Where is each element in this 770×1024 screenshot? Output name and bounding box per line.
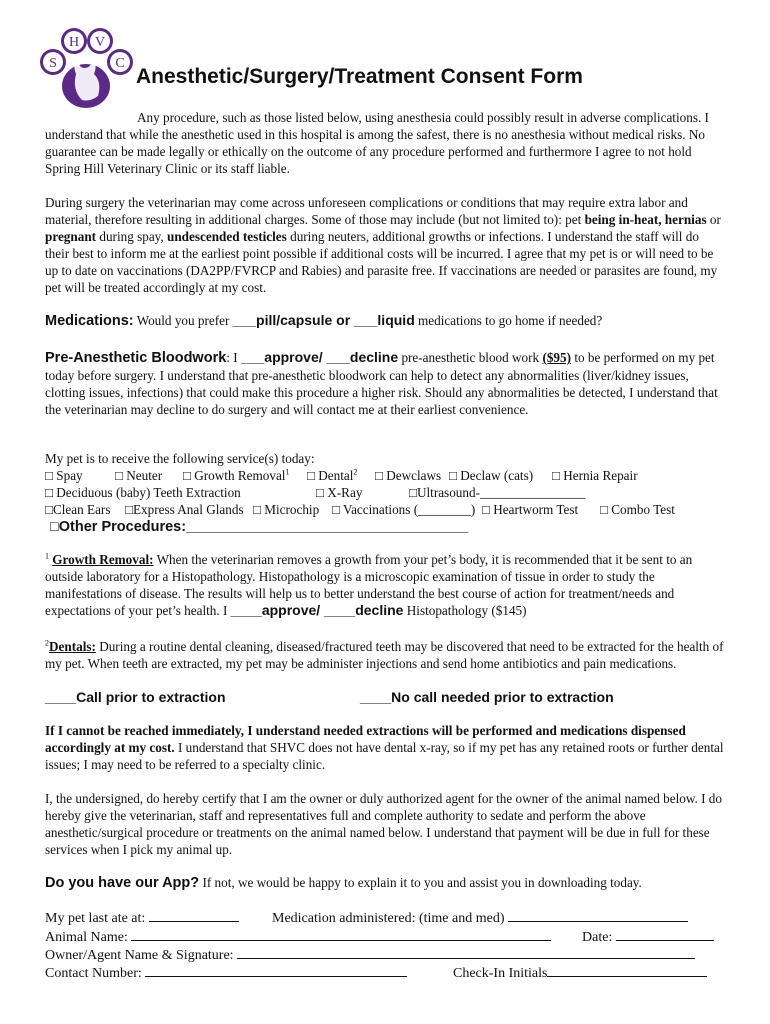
checkbox-combo-test[interactable]: □ Combo Test	[600, 502, 675, 517]
footnote-mark: 2	[353, 467, 358, 477]
text: Histopathology ($145)	[403, 603, 527, 618]
bloodwork-choice[interactable]: ___approve/ ___decline	[240, 349, 399, 365]
logo-letter-s: S	[49, 56, 57, 71]
text: during spay,	[96, 229, 167, 244]
contact-line[interactable]	[145, 964, 407, 977]
text: When the veterinarian removes a growth from your pet’s body, it is recommended that it be sent to an outside laboratory for a Histopathology. Histopathology is a microscopic examination of tissue in order to study the manifestations of disease. The results will help us to better understand the best course of action for treatment/needs and expectations of your pet’s health. I	[45, 552, 693, 618]
services-intro: My pet is to receive the following service(s) today:	[45, 451, 315, 466]
shvc-logo	[38, 24, 134, 116]
checkbox-clean-ears[interactable]: □Clean Ears	[45, 502, 111, 517]
medication-form-choice[interactable]: ___pill/capsule or ___liquid	[232, 312, 415, 328]
checkbox-xray[interactable]: □ X-Ray	[316, 485, 363, 500]
checkbox-growth-removal[interactable]	[183, 467, 289, 484]
logo-letter-v: V	[94, 35, 106, 50]
growth-removal-heading: Growth Removal:	[52, 552, 154, 567]
app-heading: Do you have our App?	[45, 875, 200, 891]
bold-text: undescended testicles	[167, 229, 287, 244]
footnote-mark: 1	[285, 467, 290, 477]
footnote-mark: 2	[45, 638, 49, 648]
checkbox-deciduous-extraction[interactable]: □ Deciduous (baby) Teeth Extraction	[45, 485, 241, 500]
footnote-mark: 1	[45, 551, 49, 561]
contact-number-field[interactable]	[45, 964, 407, 982]
last-ate-label: My pet last ate at:	[45, 911, 146, 926]
text: or	[706, 212, 721, 227]
text: Would you prefer	[136, 313, 233, 328]
text: to be performed on my pet today before surgery. I understand that pre-anesthetic bloodwork can help to detect any abnormalities (liver/kidney issues, clotting issues, infections) that could make this procedure a higher risk. Should any abnormalities be detected, I understand that the veterinarian may decline to do surgery and will contact me at their earliest convenience.	[45, 350, 718, 417]
bloodwork-section	[45, 349, 725, 418]
checkbox-ultrasound[interactable]: □Ultrasound-________________	[409, 485, 586, 500]
checkbox-vaccinations[interactable]: □ Vaccinations (________)	[332, 502, 476, 517]
intro-paragraph: Any procedure, such as those listed below, using anesthesia could possibly result in adverse complications. I understand that while the anesthetic used in this hospital is among the safest, there is no anesthesia without medical risks. No guarantee can be made legally or ethically on the outcome of any procedure performed and furthermore I agree to not hold Spring Hill Veterinary Clinic or its staff liable.	[45, 110, 709, 176]
checkbox-declaw[interactable]: □ Declaw (cats)	[449, 468, 534, 483]
histopathology-choice[interactable]: ____approve/ ____decline	[230, 602, 404, 618]
call-prior-option[interactable]: ____Call prior to extraction	[45, 689, 226, 705]
text: during neuters, additional growths or infections. I understand the staff will do their best to inform me at the earliest point possible if additional costs will be incurred. I agree that my pet is or will need to be up to date on vaccinations (DA2PP/FVRCP and Rabies) and parasite free. If vaccinations are needed or parasites are found, my pet will be treated accordingly at my cost.	[45, 229, 718, 295]
checkbox-neuter[interactable]: □ Neuter	[115, 468, 163, 483]
other-procedures-label: □Other Procedures:___________________________________	[50, 519, 469, 535]
no-call-option[interactable]: ____No call needed prior to extraction	[360, 689, 614, 705]
medication-line[interactable]	[508, 909, 688, 922]
complications-paragraph	[45, 194, 725, 296]
growth-removal-section	[45, 551, 725, 619]
text: I understand that SHVC does not have dental x-ray, so if my pet has any retained roots or further dental issues; I may need to be referred to a specialty clinic.	[45, 740, 724, 772]
owner-signature-line[interactable]	[237, 946, 695, 959]
app-section	[45, 874, 725, 892]
medications-section	[45, 312, 725, 330]
checkbox-spay[interactable]: □ Spay	[45, 468, 83, 483]
text: If not, we would be happy to explain it to you and assist you in downloading today.	[199, 875, 642, 890]
logo-letter-h: H	[68, 35, 80, 50]
text: : I	[226, 350, 241, 365]
checkbox-dental[interactable]	[307, 467, 357, 484]
logo-letter-c: C	[115, 56, 125, 71]
checkbox-express-anal-glands[interactable]: □Express Anal Glands	[125, 502, 244, 517]
date-field[interactable]	[582, 928, 714, 946]
checkin-label: Check-In Initials	[453, 966, 548, 981]
dentals-heading: Dentals:	[49, 639, 96, 654]
checkin-initials-field[interactable]	[453, 964, 707, 982]
date-label: Date:	[582, 930, 613, 945]
form-title: Anesthetic/Surgery/Treatment Consent Form	[136, 65, 583, 88]
text: pre-anesthetic blood work	[398, 350, 543, 365]
medication-administered-field[interactable]	[272, 909, 688, 927]
animal-name-field[interactable]	[45, 928, 551, 946]
bloodwork-price: ($95)	[542, 350, 572, 365]
checkbox-other-procedures[interactable]	[50, 518, 730, 536]
animal-name-label: Animal Name:	[45, 930, 128, 945]
label: □ Dental	[307, 468, 354, 483]
medications-heading: Medications:	[45, 313, 134, 329]
checkbox-dewclaws[interactable]: □ Dewclaws	[375, 468, 442, 483]
bloodwork-heading: Pre-Anesthetic Bloodwork	[45, 350, 227, 366]
label: □ Growth Removal	[183, 468, 286, 483]
text: During surgery the veterinarian may come across unforeseen complications or conditions that may require extra labor and material, therefore resulting in additional charges. Some of those may include (but not limited to): pet	[45, 195, 688, 227]
checkbox-heartworm-test[interactable]: □ Heartworm Test	[482, 502, 579, 517]
text: medications to go home if needed?	[414, 313, 603, 328]
owner-signature-field[interactable]	[45, 946, 695, 964]
bold-text: being in-heat, hernias	[584, 212, 707, 227]
last-ate-field[interactable]	[45, 909, 239, 927]
text: During a routine dental cleaning, diseased/fractured teeth may be discovered that need to be extracted for the health of my pet. When teeth are extracted, my pet may be administer injections and send home antibiotics and pain medications.	[45, 639, 724, 671]
extraction-consent-paragraph	[45, 722, 725, 773]
bold-text: If I cannot be reached immediately, I understand needed extractions will be performed and medications dispensed accordingly at my cost.	[45, 723, 686, 755]
bold-text: pregnant	[45, 229, 97, 244]
owner-label: Owner/Agent Name & Signature:	[45, 948, 234, 963]
date-line[interactable]	[616, 928, 714, 941]
checkin-line[interactable]	[547, 964, 707, 977]
animal-name-line[interactable]	[131, 928, 551, 941]
checkbox-microchip[interactable]: □ Microchip	[253, 502, 320, 517]
dentals-section	[45, 638, 725, 672]
certification-paragraph: I, the undersigned, do hereby certify that I am the owner or duly authorized agent for the owner of the animal named below. I do hereby give the veterinarian, staff and representatives full and complete authority to sedate and perform the above anesthetic/surgical procedure or treatments on the animal named below. I understand that payment will be due in full for these services when I pick my animal up.	[45, 791, 722, 857]
contact-label: Contact Number:	[45, 966, 142, 981]
medication-label: Medication administered: (time and med)	[272, 911, 505, 926]
last-ate-line[interactable]	[149, 909, 239, 922]
checkbox-hernia-repair[interactable]: □ Hernia Repair	[552, 468, 638, 483]
